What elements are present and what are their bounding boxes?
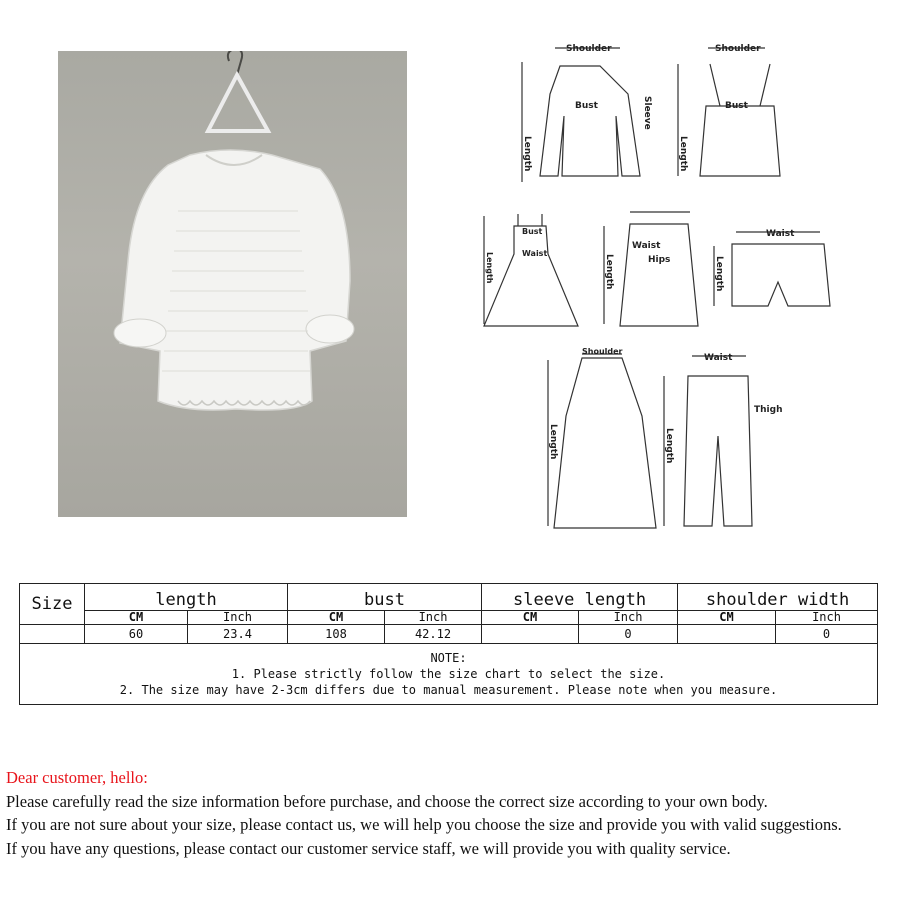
- notice-line-1: Please carefully read the size information before purchase, and choose the correct size according to your own body.: [6, 791, 768, 811]
- label-length: Length: [678, 136, 688, 172]
- unit-cm: CM: [288, 611, 385, 625]
- label-waist: Waist: [632, 241, 661, 251]
- unit-inch: Inch: [188, 611, 288, 625]
- label-shoulder: Shoulder: [566, 44, 612, 54]
- label-waist: Waist: [766, 229, 795, 239]
- measurement-diagram: [470, 36, 890, 536]
- label-waist: Waist: [522, 249, 548, 258]
- label-bust: Bust: [575, 101, 598, 111]
- unit-cm: CM: [482, 611, 579, 625]
- cell-length-inch: 23.4: [188, 625, 288, 644]
- unit-inch: Inch: [385, 611, 482, 625]
- label-length: Length: [714, 256, 724, 292]
- cell-bust-cm: 108: [288, 625, 385, 644]
- unit-inch: Inch: [579, 611, 678, 625]
- note-title: NOTE:: [430, 651, 467, 665]
- label-shoulder: Shoulder: [582, 347, 623, 356]
- customer-notice: [6, 766, 896, 860]
- note-line-2: 2. The size may have 2-3cm differs due to manual measurement. Please note when you measure.: [119, 683, 778, 697]
- header-bust: bust: [288, 584, 482, 611]
- unit-cm: CM: [85, 611, 188, 625]
- unit-cm: CM: [678, 611, 776, 625]
- cell-bust-inch: 42.12: [385, 625, 482, 644]
- cell-size: [20, 625, 85, 644]
- label-sleeve: Sleeve: [642, 96, 652, 130]
- greeting: Dear customer, hello:: [6, 768, 148, 787]
- header-length: length: [85, 584, 288, 611]
- cell-sleeve-cm: [482, 625, 579, 644]
- label-bust: Bust: [725, 101, 748, 111]
- label-hips: Hips: [648, 255, 671, 265]
- label-waist: Waist: [704, 353, 733, 363]
- label-length: Length: [604, 254, 614, 290]
- label-thigh: Thigh: [754, 405, 783, 415]
- cell-shoulder-cm: [678, 625, 776, 644]
- size-chart-table: [19, 583, 878, 705]
- size-header: Size: [20, 584, 85, 625]
- unit-inch: Inch: [776, 611, 878, 625]
- cell-length-cm: 60: [85, 625, 188, 644]
- note-line-1: 1. Please strictly follow the size chart to select the size.: [231, 667, 666, 681]
- label-length: Length: [548, 424, 558, 460]
- cell-sleeve-inch: 0: [579, 625, 678, 644]
- label-length: Length: [522, 136, 532, 172]
- note-cell: [20, 644, 878, 705]
- header-sleeve-length: sleeve length: [482, 584, 678, 611]
- table-row: [20, 625, 878, 644]
- label-bust: Bust: [522, 227, 543, 236]
- cell-shoulder-inch: 0: [776, 625, 878, 644]
- notice-line-3: If you have any questions, please contact our customer service staff, we will provide you with quality service.: [6, 838, 731, 858]
- header-shoulder-width: shoulder width: [678, 584, 878, 611]
- label-length: Length: [485, 252, 494, 284]
- product-photo: [58, 51, 407, 517]
- notice-line-2: If you are not sure about your size, please contact us, we will help you choose the size and provide you with valid suggestions.: [6, 815, 842, 834]
- label-shoulder: Shoulder: [715, 44, 761, 54]
- label-length: Length: [664, 428, 674, 464]
